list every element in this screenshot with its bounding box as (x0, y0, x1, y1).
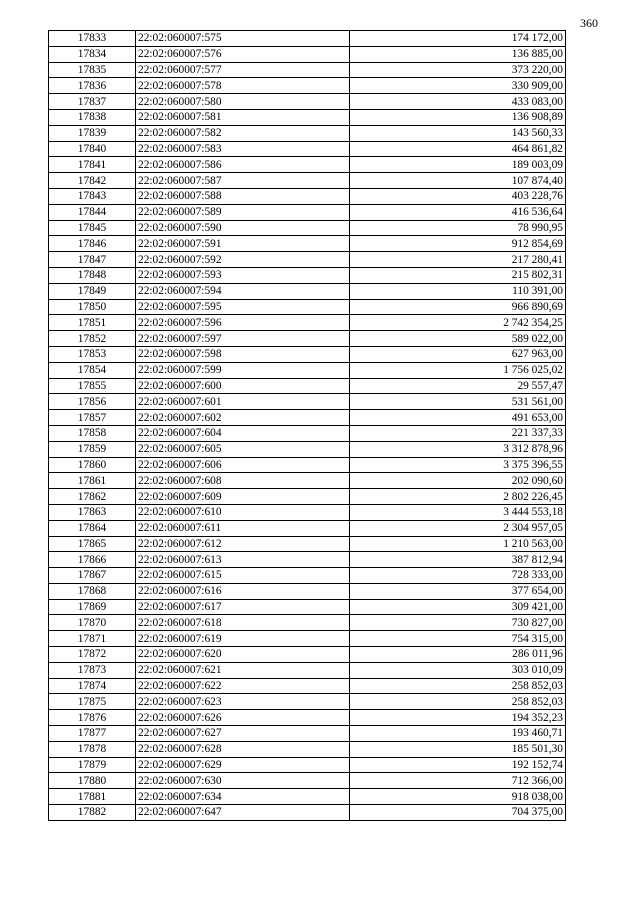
cadastral-value-cell: 3 444 553,18 (350, 504, 566, 520)
cadastral-value-cell: 136 885,00 (350, 46, 566, 62)
cadastral-number-cell: 22:02:060007:616 (136, 583, 350, 599)
row-number-cell: 17862 (49, 489, 136, 505)
cadastral-value-cell: 29 557,47 (350, 378, 566, 394)
row-number-cell: 17864 (49, 520, 136, 536)
row-number-cell: 17836 (49, 78, 136, 94)
cadastral-value-cell: 215 802,31 (350, 267, 566, 283)
cadastral-value-cell: 589 022,00 (350, 331, 566, 347)
table-row (49, 31, 566, 47)
row-number-cell: 17873 (49, 662, 136, 678)
cadastral-value-cell: 309 421,00 (350, 599, 566, 615)
cadastral-number-cell: 22:02:060007:612 (136, 536, 350, 552)
table-row (49, 583, 566, 599)
table-row (49, 805, 566, 821)
table-row (49, 252, 566, 268)
cadastral-value-cell: 2 304 957,05 (350, 520, 566, 536)
cadastral-number-cell: 22:02:060007:593 (136, 267, 350, 283)
table-row (49, 473, 566, 489)
table-row (49, 78, 566, 94)
table-row (49, 46, 566, 62)
cadastral-number-cell: 22:02:060007:598 (136, 346, 350, 362)
table-row (49, 599, 566, 615)
cadastral-number-cell: 22:02:060007:604 (136, 425, 350, 441)
cadastral-value-cell: 185 501,30 (350, 741, 566, 757)
cadastral-number-cell: 22:02:060007:622 (136, 678, 350, 694)
cadastral-value-cell: 730 827,00 (350, 615, 566, 631)
cadastral-number-cell: 22:02:060007:608 (136, 473, 350, 489)
cadastral-number-cell: 22:02:060007:582 (136, 125, 350, 141)
row-number-cell: 17852 (49, 331, 136, 347)
row-number-cell: 17872 (49, 647, 136, 663)
cadastral-number-cell: 22:02:060007:647 (136, 805, 350, 821)
table-row (49, 109, 566, 125)
cadastral-value-cell: 377 654,00 (350, 583, 566, 599)
cadastral-number-cell: 22:02:060007:596 (136, 315, 350, 331)
row-number-cell: 17875 (49, 694, 136, 710)
row-number-cell: 17837 (49, 94, 136, 110)
table-row (49, 773, 566, 789)
cadastral-number-cell: 22:02:060007:606 (136, 457, 350, 473)
table-row (49, 489, 566, 505)
cadastral-value-cell: 286 011,96 (350, 647, 566, 663)
row-number-cell: 17860 (49, 457, 136, 473)
table-row (49, 62, 566, 78)
row-number-cell: 17839 (49, 125, 136, 141)
table-row (49, 631, 566, 647)
row-number-cell: 17840 (49, 141, 136, 157)
cadastral-number-cell: 22:02:060007:578 (136, 78, 350, 94)
row-number-cell: 17874 (49, 678, 136, 694)
cadastral-value-cell: 217 280,41 (350, 252, 566, 268)
table-row (49, 568, 566, 584)
cadastral-value-cell: 192 152,74 (350, 757, 566, 773)
table-row (49, 204, 566, 220)
table-row (49, 267, 566, 283)
cadastral-value-cell: 3 312 878,96 (350, 441, 566, 457)
table-row (49, 331, 566, 347)
row-number-cell: 17869 (49, 599, 136, 615)
cadastral-value-cell: 1 210 563,00 (350, 536, 566, 552)
row-number-cell: 17835 (49, 62, 136, 78)
table-row (49, 757, 566, 773)
cadastral-number-cell: 22:02:060007:594 (136, 283, 350, 299)
cadastral-value-cell: 303 010,09 (350, 662, 566, 678)
cadastral-number-cell: 22:02:060007:575 (136, 31, 350, 47)
cadastral-value-cell: 110 391,00 (350, 283, 566, 299)
row-number-cell: 17881 (49, 789, 136, 805)
row-number-cell: 17857 (49, 410, 136, 426)
cadastral-number-cell: 22:02:060007:599 (136, 362, 350, 378)
row-number-cell: 17847 (49, 252, 136, 268)
cadastral-number-cell: 22:02:060007:621 (136, 662, 350, 678)
row-number-cell: 17844 (49, 204, 136, 220)
table-row (49, 536, 566, 552)
cadastral-value-cell: 2 802 226,45 (350, 489, 566, 505)
cadastral-value-cell: 403 228,76 (350, 188, 566, 204)
cadastral-number-cell: 22:02:060007:592 (136, 252, 350, 268)
cadastral-value-cell: 258 852,03 (350, 678, 566, 694)
table-row (49, 410, 566, 426)
table-row (49, 236, 566, 252)
row-number-cell: 17848 (49, 267, 136, 283)
table-row (49, 615, 566, 631)
cadastral-number-cell: 22:02:060007:580 (136, 94, 350, 110)
cadastral-value-cell: 966 890,69 (350, 299, 566, 315)
cadastral-value-cell: 464 861,82 (350, 141, 566, 157)
cadastral-value-cell: 627 963,00 (350, 346, 566, 362)
cadastral-number-cell: 22:02:060007:617 (136, 599, 350, 615)
table-row (49, 362, 566, 378)
row-number-cell: 17863 (49, 504, 136, 520)
table-row (49, 125, 566, 141)
cadastral-value-cell: 373 220,00 (350, 62, 566, 78)
row-number-cell: 17858 (49, 425, 136, 441)
cadastral-value-cell: 728 333,00 (350, 568, 566, 584)
cadastral-number-cell: 22:02:060007:576 (136, 46, 350, 62)
cadastral-number-cell: 22:02:060007:611 (136, 520, 350, 536)
cadastral-value-cell: 491 653,00 (350, 410, 566, 426)
table-row (49, 394, 566, 410)
table-row (49, 520, 566, 536)
table-row (49, 441, 566, 457)
row-number-cell: 17838 (49, 109, 136, 125)
table-body (49, 31, 566, 821)
table-row (49, 94, 566, 110)
table-row (49, 378, 566, 394)
row-number-cell: 17854 (49, 362, 136, 378)
cadastral-value-cell: 704 375,00 (350, 805, 566, 821)
cadastral-value-cell: 2 742 354,25 (350, 315, 566, 331)
cadastral-value-cell: 194 352,23 (350, 710, 566, 726)
cadastral-number-cell: 22:02:060007:581 (136, 109, 350, 125)
cadastral-value-cell: 433 083,00 (350, 94, 566, 110)
row-number-cell: 17834 (49, 46, 136, 62)
cadastral-value-cell: 193 460,71 (350, 726, 566, 742)
cadastral-number-cell: 22:02:060007:609 (136, 489, 350, 505)
cadastral-number-cell: 22:02:060007:605 (136, 441, 350, 457)
cadastral-value-cell: 78 990,95 (350, 220, 566, 236)
row-number-cell: 17871 (49, 631, 136, 647)
row-number-cell: 17870 (49, 615, 136, 631)
row-number-cell: 17842 (49, 173, 136, 189)
table-row (49, 662, 566, 678)
table-row (49, 315, 566, 331)
cadastral-number-cell: 22:02:060007:591 (136, 236, 350, 252)
table-row (49, 283, 566, 299)
row-number-cell: 17855 (49, 378, 136, 394)
row-number-cell: 17882 (49, 805, 136, 821)
table-row (49, 346, 566, 362)
row-number-cell: 17878 (49, 741, 136, 757)
cadastral-number-cell: 22:02:060007:583 (136, 141, 350, 157)
row-number-cell: 17865 (49, 536, 136, 552)
table-row (49, 188, 566, 204)
cadastral-value-cell: 107 874,40 (350, 173, 566, 189)
cadastral-number-cell: 22:02:060007:627 (136, 726, 350, 742)
cadastral-value-table (48, 30, 566, 821)
row-number-cell: 17856 (49, 394, 136, 410)
table-row (49, 141, 566, 157)
row-number-cell: 17845 (49, 220, 136, 236)
cadastral-number-cell: 22:02:060007:589 (136, 204, 350, 220)
row-number-cell: 17867 (49, 568, 136, 584)
cadastral-value-cell: 143 560,33 (350, 125, 566, 141)
table-row (49, 726, 566, 742)
row-number-cell: 17850 (49, 299, 136, 315)
cadastral-value-cell: 330 909,00 (350, 78, 566, 94)
cadastral-number-cell: 22:02:060007:615 (136, 568, 350, 584)
row-number-cell: 17841 (49, 157, 136, 173)
cadastral-number-cell: 22:02:060007:619 (136, 631, 350, 647)
cadastral-number-cell: 22:02:060007:610 (136, 504, 350, 520)
row-number-cell: 17853 (49, 346, 136, 362)
cadastral-number-cell: 22:02:060007:628 (136, 741, 350, 757)
cadastral-number-cell: 22:02:060007:629 (136, 757, 350, 773)
table-row (49, 678, 566, 694)
cadastral-value-cell: 1 756 025,02 (350, 362, 566, 378)
cadastral-number-cell: 22:02:060007:590 (136, 220, 350, 236)
cadastral-number-cell: 22:02:060007:634 (136, 789, 350, 805)
table-row (49, 504, 566, 520)
cadastral-value-cell: 202 090,60 (350, 473, 566, 489)
table-row (49, 552, 566, 568)
cadastral-value-cell: 258 852,03 (350, 694, 566, 710)
cadastral-value-cell: 918 038,00 (350, 789, 566, 805)
row-number-cell: 17877 (49, 726, 136, 742)
row-number-cell: 17846 (49, 236, 136, 252)
cadastral-number-cell: 22:02:060007:587 (136, 173, 350, 189)
cadastral-value-cell: 387 812,94 (350, 552, 566, 568)
row-number-cell: 17859 (49, 441, 136, 457)
page-number: 360 (580, 16, 598, 30)
cadastral-number-cell: 22:02:060007:623 (136, 694, 350, 710)
cadastral-number-cell: 22:02:060007:595 (136, 299, 350, 315)
row-number-cell: 17880 (49, 773, 136, 789)
cadastral-value-cell: 174 172,00 (350, 31, 566, 47)
table-row (49, 647, 566, 663)
row-number-cell: 17833 (49, 31, 136, 47)
row-number-cell: 17866 (49, 552, 136, 568)
cadastral-value-cell: 221 337,33 (350, 425, 566, 441)
table-row (49, 157, 566, 173)
cadastral-value-cell: 416 536,64 (350, 204, 566, 220)
cadastral-value-cell: 189 003,09 (350, 157, 566, 173)
cadastral-number-cell: 22:02:060007:586 (136, 157, 350, 173)
table-row (49, 710, 566, 726)
cadastral-number-cell: 22:02:060007:626 (136, 710, 350, 726)
table-row (49, 694, 566, 710)
row-number-cell: 17849 (49, 283, 136, 299)
cadastral-number-cell: 22:02:060007:630 (136, 773, 350, 789)
cadastral-number-cell: 22:02:060007:588 (136, 188, 350, 204)
table-row (49, 220, 566, 236)
cadastral-number-cell: 22:02:060007:577 (136, 62, 350, 78)
row-number-cell: 17876 (49, 710, 136, 726)
cadastral-number-cell: 22:02:060007:602 (136, 410, 350, 426)
table-row (49, 457, 566, 473)
row-number-cell: 17861 (49, 473, 136, 489)
cadastral-value-cell: 712 366,00 (350, 773, 566, 789)
cadastral-number-cell: 22:02:060007:618 (136, 615, 350, 631)
cadastral-value-cell: 754 315,00 (350, 631, 566, 647)
row-number-cell: 17851 (49, 315, 136, 331)
table-row (49, 789, 566, 805)
table-row (49, 741, 566, 757)
table-row (49, 425, 566, 441)
cadastral-number-cell: 22:02:060007:600 (136, 378, 350, 394)
cadastral-value-cell: 912 854,69 (350, 236, 566, 252)
cadastral-number-cell: 22:02:060007:620 (136, 647, 350, 663)
row-number-cell: 17843 (49, 188, 136, 204)
table-row (49, 299, 566, 315)
cadastral-value-cell: 3 375 396,55 (350, 457, 566, 473)
cadastral-value-cell: 531 561,00 (350, 394, 566, 410)
row-number-cell: 17868 (49, 583, 136, 599)
row-number-cell: 17879 (49, 757, 136, 773)
cadastral-value-cell: 136 908,89 (350, 109, 566, 125)
table-row (49, 173, 566, 189)
cadastral-number-cell: 22:02:060007:601 (136, 394, 350, 410)
cadastral-number-cell: 22:02:060007:613 (136, 552, 350, 568)
cadastral-number-cell: 22:02:060007:597 (136, 331, 350, 347)
